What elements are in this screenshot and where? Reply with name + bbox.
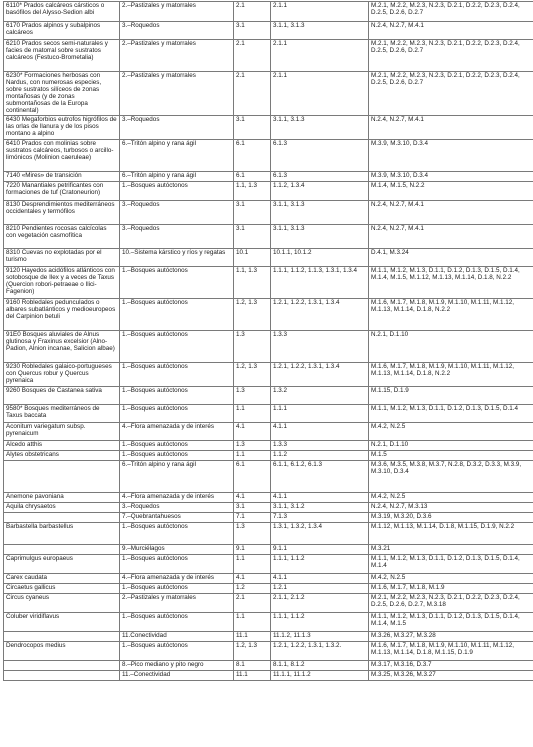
objective-cell: 1.–Bosques autóctonos <box>120 387 234 405</box>
table-row <box>4 642 533 661</box>
table-row <box>4 299 533 331</box>
objective-cell: 11.–Conectividad <box>120 671 234 681</box>
objective-cell: 2.–Pastizales y matorrales <box>120 594 234 613</box>
objective-code-cell: 1.2, 1.3 <box>234 363 271 387</box>
measures-cell: N.2.1, D.1.10 <box>369 331 533 363</box>
objective-code-cell: 6.1 <box>234 461 271 493</box>
objective-cell: 6.–Tritón alpino y rana ágil <box>120 172 234 182</box>
measures-cell: M.1.6, M.1.7, M.1.8, M.1.9, M.1.10, M.1.11, M.1.12, M.1.13, M.1.14, D.1.8, M.1.15, D.1.9 <box>369 642 533 661</box>
objective-cell: 2.–Pastizales y matorrales <box>120 40 234 72</box>
measures-cell: M.3.9, M.3.10, D.3.4 <box>369 140 533 172</box>
action-codes-cell: 1.3.1, 1.3.2, 1.3.4 <box>271 523 369 545</box>
measures-cell: N.2.4, N.2.7, M.4.1 <box>369 116 533 140</box>
table-row <box>4 555 533 574</box>
measures-cell: M.2.1, M.2.2, M.2.3, N.2.3, D.2.1, D.2.2, D.2.3, D.2.4, D.2.5, D.2.6, D.2.7 <box>369 72 533 116</box>
objective-code-cell: 1.1 <box>234 555 271 574</box>
habitat-species-cell: 6430 Megaforbios eutrofos higrófilos de las orlas de llanura y de los pisos montano a alpino <box>4 116 120 140</box>
habitat-species-cell: 6210 Prados secos semi-naturales y facies de matorral sobre sustratos calcáreos (Festuco-Brometalia) <box>4 40 120 72</box>
measures-cell: D.4.1, M.3.24 <box>369 249 533 267</box>
measures-cell: M.4.2, N.2.5 <box>369 574 533 584</box>
habitat-species-cell: 8130 Desprendimientos mediterráneos occidentales y termófilos <box>4 201 120 225</box>
table-row <box>4 523 533 545</box>
habitat-species-cell: Aquila chrysaetos <box>4 503 120 513</box>
action-codes-cell: 1.1.1, 1.1.2, 1.1.3, 1.3.1, 1.3.4 <box>271 267 369 299</box>
objective-code-cell: 9.1 <box>234 545 271 555</box>
objective-code-cell: 2.1 <box>234 40 271 72</box>
action-codes-cell: 1.3.2 <box>271 387 369 405</box>
objective-cell: 9.–Murciélagos <box>120 545 234 555</box>
measures-cell: N.2.4, N.2.7, M.4.1 <box>369 225 533 249</box>
measures-cell: M.2.1, M.2.2, M.2.3, N.2.3, D.2.1, D.2.2, D.2.3, D.2.4, D.2.5, D.2.6, D.2.7 <box>369 2 533 22</box>
measures-cell: M.4.2, N.2.5 <box>369 423 533 441</box>
table-row <box>4 503 533 513</box>
objective-cell: 4.–Flora amenazada y de interés <box>120 423 234 441</box>
objective-cell: 1.–Bosques autóctonos <box>120 523 234 545</box>
table-row <box>4 140 533 172</box>
habitat-species-cell: Barbastella barbastellus <box>4 523 120 545</box>
table-row <box>4 405 533 423</box>
objective-code-cell: 6.1 <box>234 172 271 182</box>
habitat-species-cell: 6230* Formaciones herbosas con Nardus, con numerosas especies, sobre sustratos silíceos de zonas montañosas (y de zonas submontañosas de la Europa continental) <box>4 72 120 116</box>
objective-code-cell: 1.3 <box>234 441 271 451</box>
objective-cell: 1.–Bosques autóctonos <box>120 331 234 363</box>
objective-cell: 10.–Sistema kárstico y ríos y regatas <box>120 249 234 267</box>
table-row <box>4 201 533 225</box>
table-row <box>4 331 533 363</box>
action-codes-cell: 1.1.1 <box>271 405 369 423</box>
objective-code-cell: 1.1, 1.3 <box>234 182 271 201</box>
objective-code-cell: 1.1, 1.3 <box>234 267 271 299</box>
habitat-species-cell <box>4 632 120 642</box>
habitat-species-cell <box>4 461 120 493</box>
habitat-species-cell <box>4 661 120 671</box>
objective-code-cell: 1.3 <box>234 387 271 405</box>
habitat-species-cell: 7140 «Mires» de transición <box>4 172 120 182</box>
objective-cell: 1.–Bosques autóctonos <box>120 267 234 299</box>
measures-cell: M.1.6, M.1.7, M.1.8, M.1.9, M.1.10, M.1.11, M.1.12, M.1.13, M.1.14, D.1.8, N.2.2 <box>369 363 533 387</box>
objective-code-cell: 3.1 <box>234 201 271 225</box>
objective-code-cell: 1.1 <box>234 451 271 461</box>
habitat-species-cell: Anemone pavoniana <box>4 493 120 503</box>
action-codes-cell: 9.1.1 <box>271 545 369 555</box>
habitat-species-cell: Aconitum variegatum subsp. pyrenaicum <box>4 423 120 441</box>
objective-cell: 6.–Tritón alpino y rana ágil <box>120 140 234 172</box>
objective-cell: 1.–Bosques autóctonos <box>120 441 234 451</box>
habitat-species-cell: Alytes obstetricans <box>4 451 120 461</box>
action-codes-cell: 1.2.1, 1.2.2, 1.3.1, 1.3.2. <box>271 642 369 661</box>
action-codes-cell: 4.1.1 <box>271 423 369 441</box>
objective-code-cell: 11.1 <box>234 671 271 681</box>
measures-cell: M.1.1, M.1.2, M.1.3, D.1.1, D.1.2, D.1.3, D.1.5, D.1.4, M.1.4 <box>369 555 533 574</box>
habitat-species-cell: 6110* Prados calcáreos cársticos o basófilos del Alysso-Sedion albi <box>4 2 120 22</box>
action-codes-cell: 4.1.1 <box>271 493 369 503</box>
table-row <box>4 671 533 681</box>
measures-cell: M.1.4, M.1.5, N.2.2 <box>369 182 533 201</box>
measures-cell: M.3.17, M.3.16, D.3.7 <box>369 661 533 671</box>
action-codes-cell: 3.1.1, 3.1.2 <box>271 503 369 513</box>
measures-cell: N.2.4, N.2.7, M.4.1 <box>369 22 533 40</box>
objective-code-cell: 2.1 <box>234 72 271 116</box>
objective-cell: 1.–Bosques autóctonos <box>120 451 234 461</box>
action-codes-cell: 2.1.1, 2.1.2 <box>271 594 369 613</box>
objective-cell: 2.–Pastizales y matorrales <box>120 2 234 22</box>
objective-cell: 1.–Bosques autóctonos <box>120 363 234 387</box>
habitat-species-cell: 8310 Cuevas no explotadas por el turismo <box>4 249 120 267</box>
table-row <box>4 116 533 140</box>
action-codes-cell: 3.1.1, 3.1.3 <box>271 116 369 140</box>
table-row <box>4 40 533 72</box>
measures-cell: M.3.21 <box>369 545 533 555</box>
objective-cell: 3.–Roquedos <box>120 22 234 40</box>
habitat-species-cell: 7220 Manantiales petrificantes con formaciones de tuf (Cratoneurion) <box>4 182 120 201</box>
objective-code-cell: 1.3 <box>234 523 271 545</box>
action-codes-cell: 6.1.3 <box>271 140 369 172</box>
objective-cell: 6.–Tritón alpino y rana ágil <box>120 461 234 493</box>
habitat-species-cell: 9260 Bosques de Castanea sativa <box>4 387 120 405</box>
measures-cell: M.3.26, M.3.27, M.3.28 <box>369 632 533 642</box>
objective-cell: 3.–Roquedos <box>120 116 234 140</box>
table-row <box>4 493 533 503</box>
action-codes-cell: 2.1.1 <box>271 2 369 22</box>
table-row <box>4 545 533 555</box>
objective-code-cell: 3.1 <box>234 22 271 40</box>
action-codes-cell: 1.2.1, 1.2.2, 1.3.1, 1.3.4 <box>271 363 369 387</box>
measures-cell: M.1.12, M.1.13, M.1.14, D.1.8, M.1.15, D.1.9, N.2.2 <box>369 523 533 545</box>
objective-code-cell: 3.1 <box>234 225 271 249</box>
habitat-species-cell: 91E0 Bosques aluviales de Alnus glutinosa y Fraxinus excelsior (Alno-Padion, Alnion incanae, Salicion albae) <box>4 331 120 363</box>
action-codes-cell: 10.1.1, 10.1.2 <box>271 249 369 267</box>
table-row <box>4 632 533 642</box>
action-codes-cell: 2.1.1 <box>271 72 369 116</box>
objective-cell: 1.–Bosques autóctonos <box>120 613 234 632</box>
objective-code-cell: 4.1 <box>234 493 271 503</box>
objective-cell: 1.–Bosques autóctonos <box>120 405 234 423</box>
objective-code-cell: 1.2, 1.3 <box>234 642 271 661</box>
habitat-species-cell: Circus cyaneus <box>4 594 120 613</box>
habitat-species-cell: Caprimulgus europaeus <box>4 555 120 574</box>
objective-cell: 1.–Bosques autóctonos <box>120 182 234 201</box>
table-row <box>4 249 533 267</box>
objective-cell: 1.–Bosques autóctonos <box>120 555 234 574</box>
objective-code-cell: 11.1 <box>234 632 271 642</box>
measures-table <box>3 1 533 681</box>
action-codes-cell: 1.1.2 <box>271 451 369 461</box>
action-codes-cell: 1.2.1, 1.2.2, 1.3.1, 1.3.4 <box>271 299 369 331</box>
objective-code-cell: 4.1 <box>234 574 271 584</box>
objective-cell: 7.–Quebrantahuesos <box>120 513 234 523</box>
measures-cell: M.1.6, M.1.7, M.1.8, M.1.9 <box>369 584 533 594</box>
action-codes-cell: 11.1.1, 11.1.2 <box>271 671 369 681</box>
table-row <box>4 172 533 182</box>
objective-code-cell: 1.1 <box>234 613 271 632</box>
action-codes-cell: 2.1.1 <box>271 40 369 72</box>
habitat-species-cell <box>4 671 120 681</box>
measures-cell: M.1.15, D.1.9 <box>369 387 533 405</box>
measures-cell: M.3.9, M.3.10, D.3.4 <box>369 172 533 182</box>
objective-code-cell: 1.2 <box>234 584 271 594</box>
table-row <box>4 267 533 299</box>
objective-code-cell: 1.2, 1.3 <box>234 299 271 331</box>
objective-code-cell: 10.1 <box>234 249 271 267</box>
objective-cell: 2.–Pastizales y matorrales <box>120 72 234 116</box>
table-row <box>4 423 533 441</box>
objective-cell: 11.Conectividad <box>120 632 234 642</box>
habitat-species-cell: Coluber viridiflavus <box>4 613 120 632</box>
habitat-species-cell: Alcedo atthis <box>4 441 120 451</box>
action-codes-cell: 4.1.1 <box>271 574 369 584</box>
habitat-species-cell: 9160 Robledales pedunculados o albares subatlánticos y medioeuropeos del Carpinion betuli <box>4 299 120 331</box>
habitat-species-cell: 6410 Prados con molinias sobre sustratos calcáreos, turbosos o arcillo-limónicos (Molinion caeruleae) <box>4 140 120 172</box>
action-codes-cell: 3.1.1, 3.1.3 <box>271 225 369 249</box>
table-row <box>4 584 533 594</box>
measures-cell: M.1.1, M.1.2, M.1.3, D.1.1, D.1.2, D.1.3, D.1.5, D.1.4, M.1.4, M.1.5 <box>369 613 533 632</box>
table-row <box>4 461 533 493</box>
action-codes-cell: 1.2.1 <box>271 584 369 594</box>
objective-code-cell: 2.1 <box>234 2 271 22</box>
table-row <box>4 441 533 451</box>
habitat-species-cell: 9580* Bosques mediterráneos de Taxus baccata <box>4 405 120 423</box>
habitat-species-cell: Carex caudata <box>4 574 120 584</box>
table-row <box>4 72 533 116</box>
action-codes-cell: 6.1.1, 6.1.2, 6.1.3 <box>271 461 369 493</box>
action-codes-cell: 1.1.1, 1.1.2 <box>271 613 369 632</box>
table-row <box>4 387 533 405</box>
habitat-species-cell: 9120 Hayedos acidófilos atlánticos con sotobosque de Ilex y a veces de Taxus (Quercion robori-petraeae o Ilici-Fagenion) <box>4 267 120 299</box>
action-codes-cell: 1.1.2, 1.3.4 <box>271 182 369 201</box>
objective-code-cell: 3.1 <box>234 503 271 513</box>
measures-cell: M.4.2, N.2.5 <box>369 493 533 503</box>
action-codes-cell: 1.1.1, 1.1.2 <box>271 555 369 574</box>
objective-cell: 4.–Flora amenazada y de interés <box>120 493 234 503</box>
action-codes-cell: 11.1.2, 11.1.3 <box>271 632 369 642</box>
habitat-species-cell: 8210 Pendientes rocosas calcícolas con vegetación casmofítica <box>4 225 120 249</box>
objective-cell: 8.–Pico mediano y pito negro <box>120 661 234 671</box>
objective-cell: 3.–Roquedos <box>120 225 234 249</box>
habitat-species-cell: 9230 Robledales galaico-portugueses con Quercus robur y Quercus pyrenaica <box>4 363 120 387</box>
objective-cell: 4.–Flora amenazada y de interés <box>120 574 234 584</box>
measures-cell: M.3.6, M.3.5, M.3.8, M.3.7, N.2.8, D.3.2, D.3.3, M.3.9, M.3.10, D.3.4 <box>369 461 533 493</box>
table-row <box>4 594 533 613</box>
action-codes-cell: 3.1.1, 3.1.3 <box>271 22 369 40</box>
measures-cell: N.2.1, D.1.10 <box>369 441 533 451</box>
measures-cell: M.2.1, M.2.2, M.2.3, N.2.3, D.2.1, D.2.2, D.2.3, D.2.4, D.2.5, D.2.6, D.2.7 <box>369 40 533 72</box>
table-row <box>4 661 533 671</box>
document-page <box>3 1 530 681</box>
objective-code-cell: 1.3 <box>234 331 271 363</box>
measures-cell: M.3.19, M.3.20, D.3.6 <box>369 513 533 523</box>
action-codes-cell: 7.1.3 <box>271 513 369 523</box>
table-row <box>4 22 533 40</box>
objective-code-cell: 6.1 <box>234 140 271 172</box>
table-row <box>4 225 533 249</box>
habitat-species-cell <box>4 513 120 523</box>
measures-cell: M.1.5 <box>369 451 533 461</box>
action-codes-cell: 8.1.1, 8.1.2 <box>271 661 369 671</box>
table-row <box>4 451 533 461</box>
measures-cell: M.1.6, M.1.7, M.1.8, M.1.9, M.1.10, M.1.11, M.1.12, M.1.13, M.1.14, D.1.8, N.2.2 <box>369 299 533 331</box>
action-codes-cell: 6.1.3 <box>271 172 369 182</box>
measures-cell: N.2.4, N.2.7, M.4.1 <box>369 201 533 225</box>
objective-code-cell: 1.1 <box>234 405 271 423</box>
table-body <box>4 2 533 681</box>
measures-cell: M.1.1, M.1.2, M.1.3, D.1.1, D.1.2, D.1.3, D.1.5, D.1.4 <box>369 405 533 423</box>
measures-cell: M.2.1, M.2.2, M.2.3, N.2.3, D.2.1, D.2.2, D.2.3, D.2.4, D.2.5, D.2.6, D.2.7, M.3.18 <box>369 594 533 613</box>
table-row <box>4 574 533 584</box>
objective-cell: 1.–Bosques autóctonos <box>120 584 234 594</box>
objective-code-cell: 8.1 <box>234 661 271 671</box>
objective-code-cell: 7.1 <box>234 513 271 523</box>
table-row <box>4 182 533 201</box>
table-row <box>4 2 533 22</box>
habitat-species-cell: Circaetus gallicus <box>4 584 120 594</box>
habitat-species-cell <box>4 545 120 555</box>
objective-code-cell: 2.1 <box>234 594 271 613</box>
objective-code-cell: 4.1 <box>234 423 271 441</box>
objective-cell: 3.–Roquedos <box>120 201 234 225</box>
table-row <box>4 363 533 387</box>
habitat-species-cell: 6170 Prados alpinos y subalpinos calcáreos <box>4 22 120 40</box>
action-codes-cell: 3.1.1, 3.1.3 <box>271 201 369 225</box>
action-codes-cell: 1.3.3 <box>271 441 369 451</box>
table-row <box>4 513 533 523</box>
objective-code-cell: 3.1 <box>234 116 271 140</box>
measures-cell: M.1.1, M.1.2, M.1.3, D.1.1, D.1.2, D.1.3, D.1.5, D.1.4, M.1.4, M.1.5, M.1.12, M.1.13, M.1.14, D.1.8, N.2.2 <box>369 267 533 299</box>
measures-cell: N.2.4, N.2.7, M.3.13 <box>369 503 533 513</box>
measures-cell: M.3.25, M.3.26, M.3.27 <box>369 671 533 681</box>
table-row <box>4 613 533 632</box>
objective-cell: 1.–Bosques autóctonos <box>120 299 234 331</box>
action-codes-cell: 1.3.3 <box>271 331 369 363</box>
objective-cell: 3.–Roquedos <box>120 503 234 513</box>
objective-cell: 1.–Bosques autóctonos <box>120 642 234 661</box>
habitat-species-cell: Dendrocopos medius <box>4 642 120 661</box>
